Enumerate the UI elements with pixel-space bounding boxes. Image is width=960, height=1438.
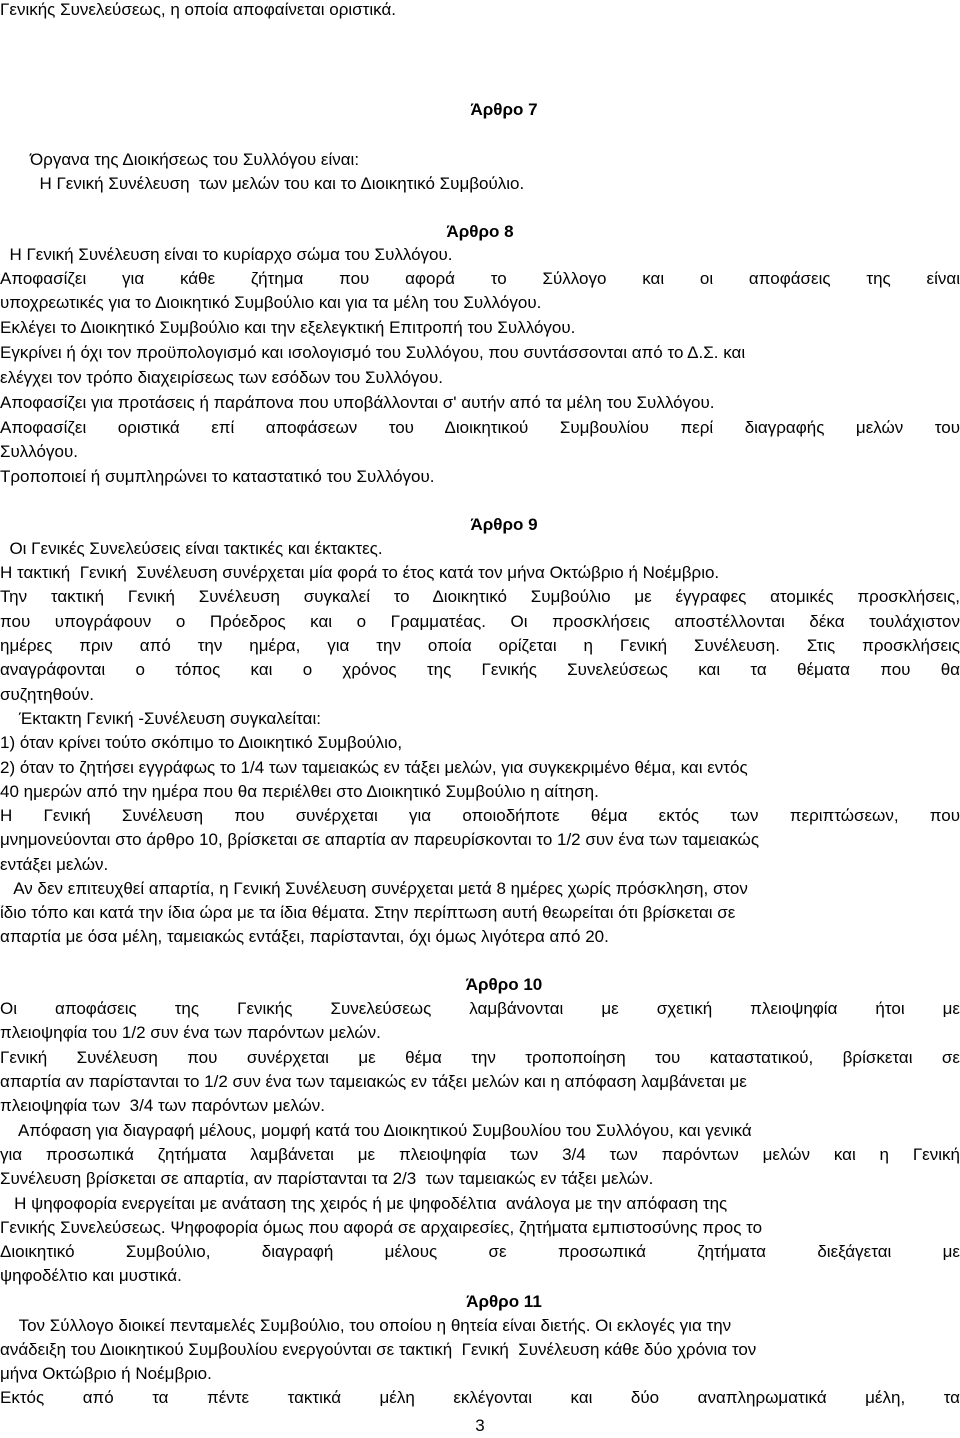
- article-8-heading: Άρθρο 8: [446, 222, 514, 241]
- text-line: Εκλέγει το Διοικητικό Συμβούλιο και την εξελεγκτική Επιτροπή του Συλλόγου.: [0, 318, 576, 337]
- article-11-heading: Άρθρο 11: [466, 1292, 542, 1311]
- article-7-heading: Άρθρο 7: [470, 100, 538, 119]
- text-line: ψηφοδέλτιο και μυστικά.: [0, 1266, 182, 1285]
- text-line: Συνέλευση βρίσκεται σε απαρτία, αν παρίστανται τα 2/3 των ταμειακώς εν τάξει μελών.: [0, 1169, 654, 1188]
- text-line: Τον Σύλλογο διοικεί πενταμελές Συμβούλιο, του οποίου η θητεία είναι διετής. Οι εκλογές για την: [0, 1316, 732, 1335]
- page-number: 3: [475, 1416, 485, 1435]
- text-line: Όργανα της Διοικήσεως του Συλλόγου είναι:: [30, 150, 360, 169]
- text-line: μνημονεύονται στο άρθρο 10, βρίσκεται σε απαρτία αν παρευρίσκονται το 1/2 συν ένα των ταμειακώς: [0, 830, 760, 849]
- text-line: ημέρες πριν από την ημέρα, για την οποία ορίζεται η Γενική Συνέλευση. Στις προσκλήσεις: [0, 636, 960, 655]
- article-9-heading: Άρθρο 9: [470, 515, 538, 534]
- text-line: Η ψηφοφορία ενεργείται με ανάταση της χειρός ή με ψηφοδέλτια ανάλογα με την απόφαση της: [0, 1194, 728, 1213]
- text-line: Η Γενική Συνέλευση που συνέρχεται για οποιοδήποτε θέμα εκτός των περιπτώσεων, που: [0, 806, 960, 825]
- text-line: συζητηθούν.: [0, 685, 95, 704]
- text-line: 2) όταν το ζητήσει εγγράφως το 1/4 των ταμειακώς εν τάξει μελών, για συγκεκριμένο θέμα, και εντός: [0, 758, 748, 777]
- text-line: πλειοψηφία των 3/4 των παρόντων μελών.: [0, 1096, 326, 1115]
- text-line: πλειοψηφία του 1/2 συν ένα των παρόντων μελών.: [0, 1023, 381, 1042]
- text-line: Εκτός από τα πέντε τακτικά μέλη εκλέγονται και δύο αναπληρωματικά μέλη, τα: [0, 1388, 960, 1407]
- text-line: αναγράφονται ο τόπος και ο χρόνος της Γενικής Συνελεύσεως και τα θέματα που θα: [0, 660, 960, 679]
- text-line: απαρτία αν παρίστανται το 1/2 συν ένα των ταμειακώς εν τάξει μελών και η απόφαση λαμβάνεται με: [0, 1072, 747, 1091]
- text-line: Την τακτική Γενική Συνέλευση συγκαλεί το Διοικητικό Συμβούλιο με έγγραφες ατομικές προσκλήσεις,: [0, 587, 960, 606]
- text-line: Γενική Συνέλευση που συνέρχεται με θέμα την τροποποίηση του καταστατικού, βρίσκεται σε: [0, 1048, 960, 1067]
- text-line: 40 ημερών από την ημέρα που θα περιέλθει στο Διοικητικό Συμβούλιο η αίτηση.: [0, 782, 599, 801]
- text-line: ελέγχει τον τρόπο διαχειρίσεως των εσόδων του Συλλόγου.: [0, 368, 444, 387]
- text-line: μήνα Οκτώβριο ή Νοέμβριο.: [0, 1364, 212, 1383]
- text-line: Αποφασίζει οριστικά επί αποφάσεων του Διοικητικού Συμβουλίου περί διαγραφής μελών του: [0, 418, 960, 437]
- text-line: Η Γενική Συνέλευση είναι το κυρίαρχο σώμα του Συλλόγου.: [0, 245, 453, 264]
- text-line: Αποφασίζει για κάθε ζήτημα που αφορά το Σύλλογο και οι αποφάσεις της είναι: [0, 269, 960, 288]
- text-line: απαρτία με όσα μέλη, ταμειακώς εντάξει, παρίστανται, όχι όμως λιγότερα από 20.: [0, 927, 609, 946]
- text-line: Γενικής Συνελεύσεως, η οποία αποφαίνεται οριστικά.: [0, 0, 397, 19]
- text-line: ανάδειξη του Διοικητικού Συμβουλίου ενεργούνται σε τακτική Γενική Συνέλευση κάθε δύο χρόνια τον: [0, 1340, 757, 1359]
- text-line: Αν δεν επιτευχθεί απαρτία, η Γενική Συνέλευση συνέρχεται μετά 8 ημέρες χωρίς πρόσκληση, στον: [0, 879, 748, 898]
- text-line: που υπογράφουν ο Πρόεδρος και ο Γραμματέας. Οι προσκλήσεις αποστέλλονται δέκα τουλάχιστον: [0, 612, 960, 631]
- text-line: Οι Γενικές Συνελεύσεις είναι τακτικές και έκτακτες.: [0, 539, 383, 558]
- text-line: ίδιο τόπο και κατά την ίδια ώρα με τα ίδια θέματα. Στην περίπτωση αυτή θεωρείται ότι βρίσκεται σε: [0, 903, 736, 922]
- text-line: υποχρεωτικές για το Διοικητικό Συμβούλιο και για τα μέλη του Συλλόγου.: [0, 293, 542, 312]
- text-line: Η τακτική Γενική Συνέλευση συνέρχεται μία φορά το έτος κατά τον μήνα Οκτώβριο ή Νοέμβριο.: [0, 563, 720, 582]
- text-line: Αποφασίζει για προτάσεις ή παράπονα που υποβάλλονται σ' αυτήν από τα μέλη του Συλλόγου.: [0, 393, 715, 412]
- text-line: Εγκρίνει ή όχι τον προϋπολογισμό και ισολογισμό του Συλλόγου, που συντάσσονται από το Δ.Σ. και: [0, 343, 746, 362]
- text-line: Απόφαση για διαγραφή μέλους, μομφή κατά του Διοικητικού Συμβουλίου του Συλλόγου, και γενικά: [0, 1121, 752, 1140]
- text-line: Έκτακτη Γενική -Συνέλευση συγκαλείται:: [0, 709, 321, 728]
- text-line: εντάξει μελών.: [0, 855, 109, 874]
- article-10-heading: Άρθρο 10: [465, 975, 543, 994]
- text-line: για προσωπικά ζητήματα λαμβάνεται με πλειοψηφία των 3/4 των παρόντων μελών και η Γενική: [0, 1145, 960, 1164]
- text-line: Συλλόγου.: [0, 442, 78, 461]
- text-line: Γενικής Συνελεύσεως. Ψηφοφορία όμως που αφορά σε αρχαιρεσίες, ζητήματα εμπιστοσύνης προς το: [0, 1218, 763, 1237]
- text-line: Διοικητικό Συμβούλιο, διαγραφή μέλους σε προσωπικά ζητήματα διεξάγεται με: [0, 1242, 960, 1261]
- text-line: 1) όταν κρίνει τούτο σκόπιμο το Διοικητικό Συμβούλιο,: [0, 733, 403, 752]
- text-line: Οι αποφάσεις της Γενικής Συνελεύσεως λαμβάνονται με σχετική πλειοψηφία ήτοι με: [0, 999, 960, 1018]
- text-line: Τροποποιεί ή συμπληρώνει το καταστατικό του Συλλόγου.: [0, 467, 435, 486]
- text-line: Η Γενική Συνέλευση των μελών του και το Διοικητικό Συμβούλιο.: [30, 174, 525, 193]
